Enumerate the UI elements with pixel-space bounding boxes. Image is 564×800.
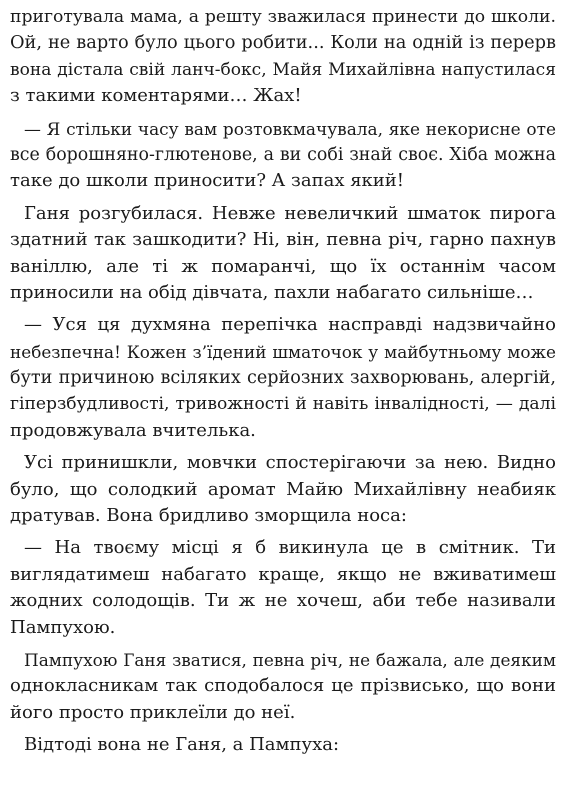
paragraph — [10, 535, 556, 641]
text-line: все борошняно-глютенове, а ви собі знай своє. Хіба можна — [10, 144, 556, 165]
text-line: — На твоєму місці я б викинула це в смітник. Ти — [24, 537, 556, 559]
text-line: приготувала мама, а решту зважилася принести до школи. — [10, 7, 556, 27]
text-line: небезпечна! Кожен з’їдений шматочок у майбутньому може — [10, 341, 556, 362]
text-line: було, що солодкий аромат Майю Михайлівну неабияк — [10, 478, 556, 500]
text-line: бути причиною всіляких серйозних захворювань, алергій, — [10, 368, 556, 389]
text-line: дратував. Вона бридливо зморщила носа: — [10, 505, 407, 527]
text-line: Усі принишкли, мовчки спостерігаючи за нею. Видно — [24, 452, 556, 474]
text-line: Пампухою. — [10, 616, 116, 638]
text-line: виглядатимеш набагато краще, якщо не вживатимеш — [10, 563, 556, 585]
paragraph — [10, 201, 556, 307]
paragraph — [10, 312, 556, 444]
text-line: однокласникам так сподобалося це прізвисько, що вони — [10, 675, 556, 697]
text-line: здатний так зашкодити? Ні, він, певна річ, гарно пахнув — [10, 229, 556, 251]
paragraph — [10, 4, 556, 110]
text-line: ваніллю, але ті ж помаранчі, що їх останнім часом — [10, 255, 556, 277]
text-line: Відтоді вона не Ганя, а Пампуха: — [24, 734, 340, 756]
text-line: гіперзбудливості, тривожності й навіть інвалідності, — далі — [10, 394, 556, 415]
text-line: приносили на обід дівчата, пахли набагато сильніше… — [10, 281, 534, 303]
text-line: жодних солодощів. Ти ж не хочеш, аби тебе називали — [10, 590, 556, 612]
paragraph — [10, 450, 556, 529]
text-line: — Я стільки часу вам розтовкмачувала, яке некорисне оте — [24, 118, 556, 139]
text-line: — Уся ця духмяна перепічка насправді надзвичайно — [24, 314, 556, 336]
paragraph — [10, 732, 556, 758]
text-line: таке до школи приносити? А запах який! — [10, 170, 405, 192]
text-line: Пампухою Ганя зватися, певна річ, не бажала, але деяким — [24, 649, 556, 670]
paragraph — [10, 116, 556, 195]
text-line: вона дістала свій ланч-бокс, Майя Михайлівна напустилася — [10, 59, 556, 80]
text-line: з такими коментарями… Жах! — [10, 85, 302, 107]
paragraph — [10, 647, 556, 726]
text-line: Ганя розгубилася. Невже невеличкий шматок пирога — [24, 202, 556, 224]
text-line: продовжувала вчителька. — [10, 419, 256, 441]
text-line: його просто приклеїли до неї. — [10, 701, 296, 723]
text-line: Ой, не варто було цього робити... Коли на одній із перерв — [10, 33, 556, 54]
